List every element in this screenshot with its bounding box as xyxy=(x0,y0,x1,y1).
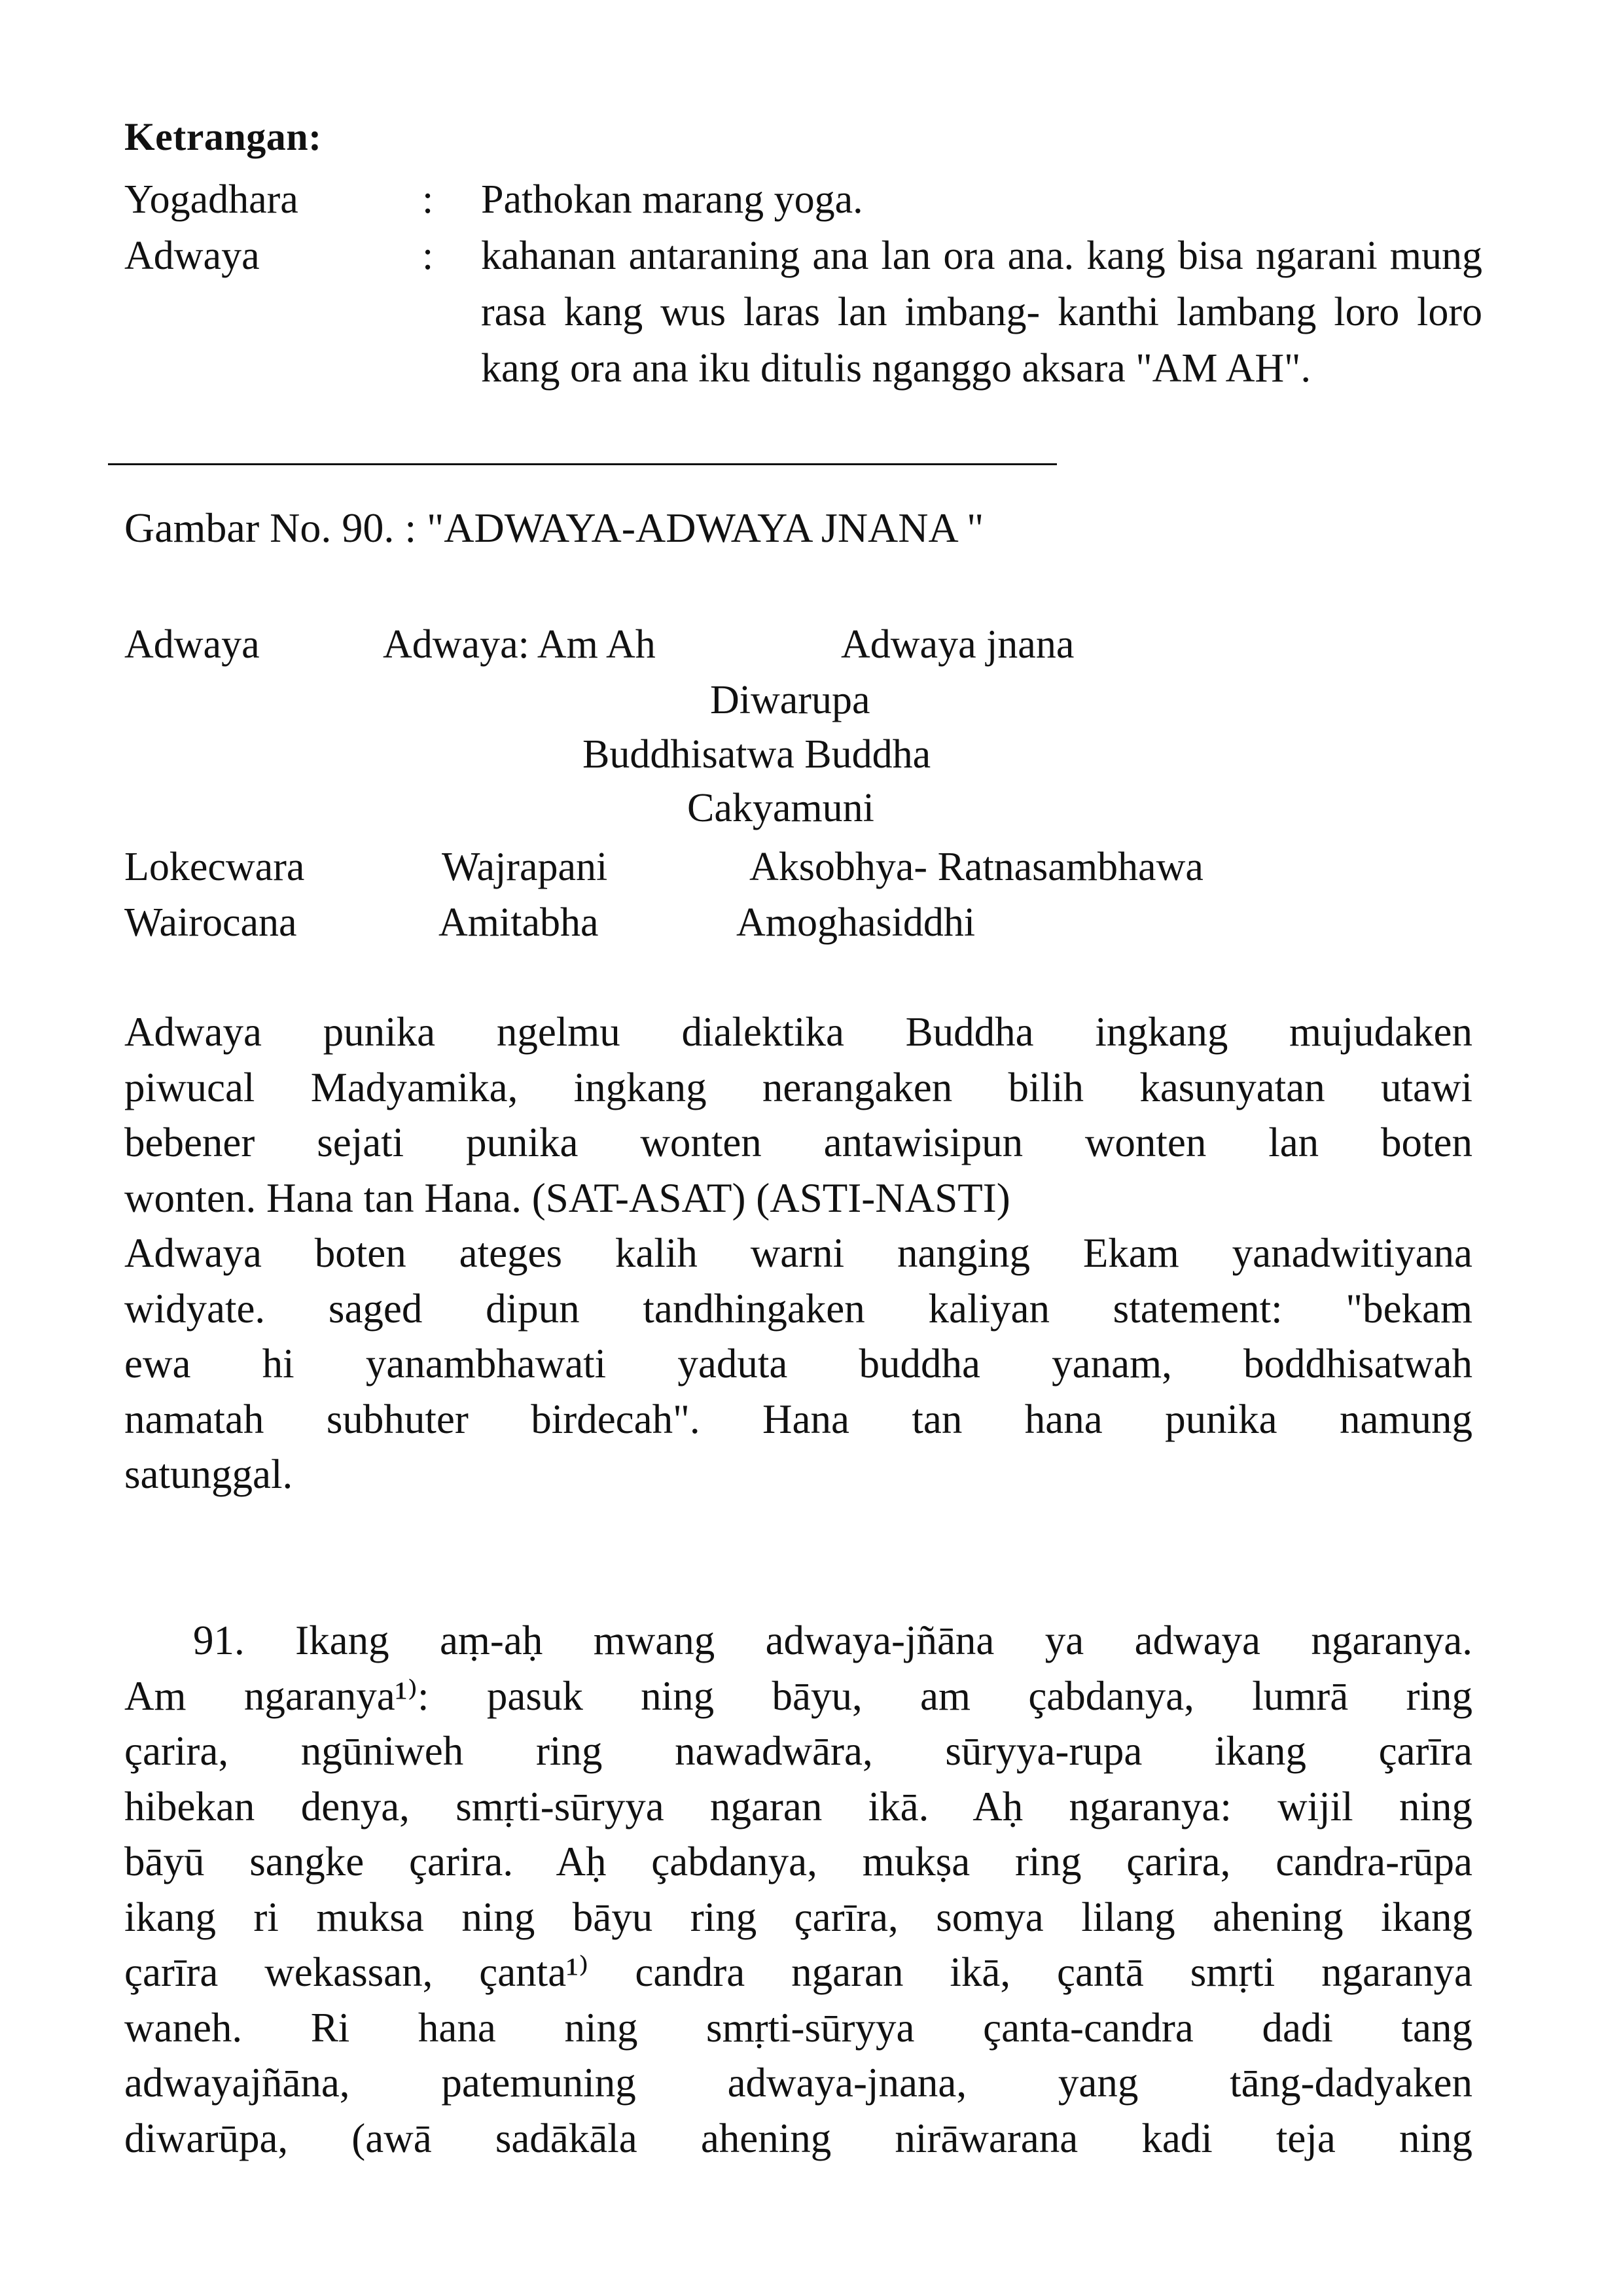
paragraph-adwaya xyxy=(124,1004,1472,1502)
paragraph-line: bāyū sangke çarira. Aḥ çabdanya, mukṣa ring çarira, candra-rūpa xyxy=(124,1839,1472,1884)
paragraph-line: ikang ri muksa ning bāyu ring çarīra, somya lilang ahening ikang xyxy=(124,1894,1472,1940)
definition-text: kahanan antaraning ana lan ora ana. kang bisa ngarani mung rasa kang wus laras lan imbang- kanthi lambang loro loro kang ora ana iku ditulis nganggo aksara "AM AH". xyxy=(481,234,1482,391)
definition-term: Adwaya xyxy=(124,234,260,278)
definition-colon: : xyxy=(422,177,434,222)
grid-cell: Buddhisatwa Buddha xyxy=(582,732,931,777)
definition-term: Yogadhara xyxy=(124,177,298,222)
figure-caption: Gambar No. 90. : "ADWAYA-ADWAYA JNANA " xyxy=(124,504,984,551)
grid-cell: Aksobhya- Ratnasambhawa xyxy=(749,845,1204,889)
paragraph-line: çarīra wekassan, çanta¹⁾ candra ngaran ikā, çantā smṛti ngaranya xyxy=(124,1949,1472,1995)
definition-colon: : xyxy=(422,234,434,278)
paragraph-line: hibekan denya, smṛti-sūryya ngaran ikā. Aḥ ngaranya: wijil ning xyxy=(124,1783,1472,1829)
grid-cell: Amitabha xyxy=(438,900,599,945)
paragraph-line: satunggal. xyxy=(124,1451,293,1497)
paragraph-line: adwayajñāna, patemuning adwaya-jnana, yang tāng-dadyaken xyxy=(124,2060,1472,2106)
paragraph-line: Adwaya boten ateges kalih warni nanging Ekam yanadwitiyana xyxy=(124,1230,1472,1276)
paragraph-line: waneh. Ri hana ning smṛti-sūryya çanta-candra dadi tang xyxy=(124,2004,1472,2051)
paragraph-line: ewa hi yanambhawati yaduta buddha yanam, boddhisatwah xyxy=(124,1341,1472,1386)
grid-cell: Diwarupa xyxy=(710,678,870,722)
grid-cell: Adwaya xyxy=(124,622,260,667)
paragraph-line: wonten. Hana tan Hana. (SAT-ASAT) (ASTI-NASTI) xyxy=(124,1174,1010,1221)
definition-text: Pathokan marang yoga. xyxy=(481,177,863,222)
grid-cell: Wajrapani xyxy=(442,845,608,889)
grid-cell: Lokecwara xyxy=(124,845,305,889)
paragraph-91 xyxy=(124,1613,1472,2166)
grid-cell: Amoghasiddhi xyxy=(736,900,976,945)
grid-cell: Wairocana xyxy=(124,900,297,945)
paragraph-line: bebener sejati punika wonten antawisipun wonten lan boten xyxy=(124,1120,1472,1165)
paragraph-line: namatah subhuter birdecah". Hana tan hana punika namung xyxy=(124,1396,1472,1442)
grid-cell: Adwaya jnana xyxy=(841,622,1075,667)
paragraph-line: Am ngaranya¹⁾: pasuk ning bāyu, am çabdanya, lumrā ring xyxy=(124,1672,1472,1719)
keterangan-heading: Ketrangan: xyxy=(124,115,322,158)
paragraph-line: piwucal Madyamika, ingkang nerangaken bilih kasunyatan utawi xyxy=(124,1064,1472,1110)
paragraph-line: diwarūpa, (awā sadākāla ahening nirāwarana kadi teja ning xyxy=(124,2115,1472,2161)
divider-line xyxy=(108,463,1057,465)
paragraph-line: 91. Ikang aṃ-aḥ mwang adwaya-jñāna ya adwaya ngaranya. xyxy=(193,1617,1472,1663)
grid-cell: Adwaya: Am Ah xyxy=(383,622,656,667)
paragraph-line: Adwaya punika ngelmu dialektika Buddha ingkang mujudaken xyxy=(124,1009,1472,1055)
paragraph-line: widyate. saged dipun tandhingaken kaliyan statement: "bekam xyxy=(124,1285,1472,1332)
paragraph-line: çarira, ngūniweh ring nawadwāra, sūryya-rupa ikang çarīra xyxy=(124,1728,1472,1774)
grid-cell: Cakyamuni xyxy=(687,786,874,830)
